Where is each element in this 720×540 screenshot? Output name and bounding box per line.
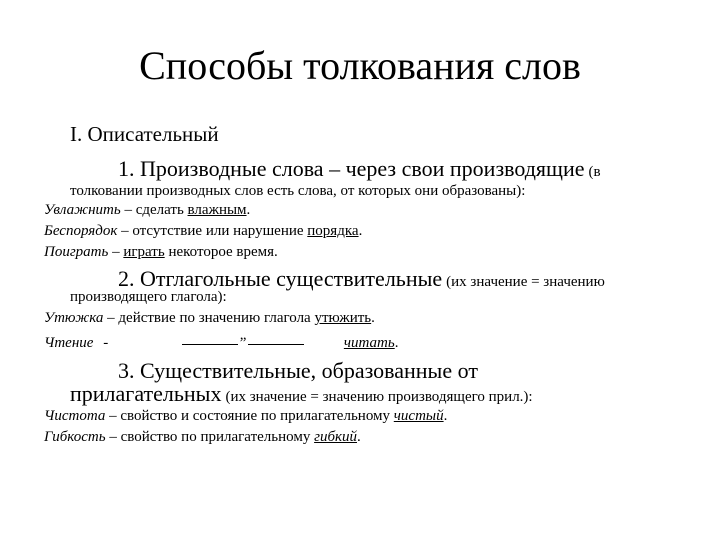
item2-note-start: (их значение = значению [446, 274, 605, 290]
example-term: Увлажнить [44, 202, 121, 218]
slide-title: Способы толкования слов [139, 43, 581, 88]
example-row [44, 430, 361, 445]
example-text: – сделать [120, 202, 188, 218]
example-term: Гибкость [44, 429, 106, 445]
ditto-row [44, 336, 398, 351]
example-end: . [371, 310, 375, 326]
item1-heading: 1. Производные слова – через свои производящие [118, 156, 585, 181]
example-text: – свойство и состояние по прилагательному [105, 408, 394, 424]
ditto-line-left [182, 343, 238, 345]
item1-note-continued: толковании производных слов есть слова, от которых они образованы): [70, 183, 526, 199]
item3-heading: 3. Существительные, образованные от [118, 358, 478, 383]
item2-note-continued: производящего глагола): [70, 289, 227, 305]
example-term: Утюжка [44, 310, 104, 326]
item3-heading-continued: прилагательных [70, 381, 222, 406]
example-base-word: порядка [307, 223, 359, 239]
ditto-end: . [394, 335, 399, 351]
example-base-word: утюжить [314, 310, 372, 326]
item2-heading: 2. Отглагольные существительные [118, 266, 443, 291]
example-text: – свойство по прилагательному [105, 429, 315, 445]
example-text: – [108, 244, 124, 260]
item1-note-start: (в [588, 164, 601, 180]
item3-note: (их значение = значению производящего прил.): [225, 389, 533, 405]
item3-line [70, 383, 533, 405]
example-base-word: чистый [393, 408, 444, 424]
ditto-hyphen: - [103, 335, 109, 351]
example-end: некоторое время. [164, 244, 278, 260]
item1-line [118, 158, 601, 180]
ditto-base-word: читать [343, 335, 395, 351]
example-end: . [358, 223, 363, 239]
example-term: Чистота [44, 408, 106, 424]
example-end: . [246, 202, 251, 218]
item2-line [118, 268, 605, 290]
example-row [44, 203, 250, 218]
example-text: – отсутствие или нарушение [117, 223, 308, 239]
example-end: . [357, 429, 361, 445]
ditto-quote: ” [239, 335, 247, 351]
section-heading-descriptive: I. Описательный [70, 122, 219, 146]
ditto-line-right [248, 343, 304, 345]
example-end: . [443, 408, 448, 424]
example-row [44, 311, 375, 326]
ditto-term: Чтение [44, 335, 94, 351]
example-row [44, 409, 447, 424]
example-base-word: гибкий [314, 429, 358, 445]
example-base-word: играть [123, 244, 165, 260]
example-row [44, 224, 362, 239]
example-term: Поиграть [44, 244, 109, 260]
example-term: Беспорядок [44, 223, 118, 239]
example-row [44, 245, 278, 260]
example-text: – действие по значению глагола [103, 310, 315, 326]
example-base-word: влажным [187, 202, 247, 218]
